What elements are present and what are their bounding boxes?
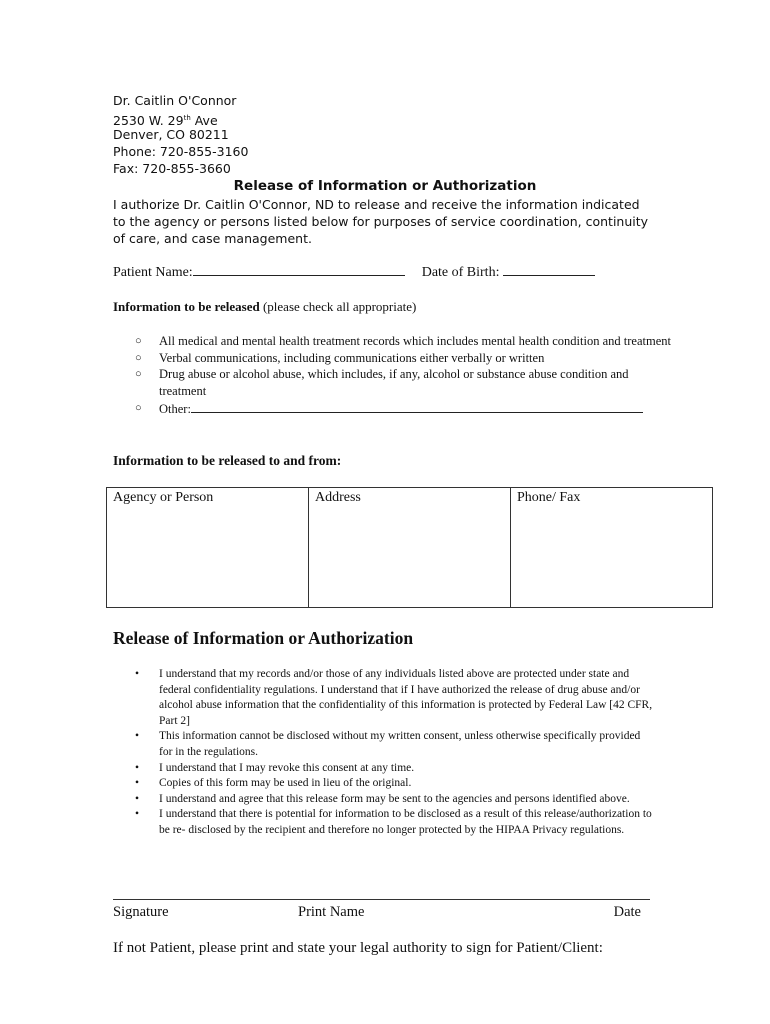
info-release-label: Information to be released <box>113 299 260 314</box>
bullet-icon: • <box>135 730 140 743</box>
release-parties-table <box>106 487 713 608</box>
statement-item: • I understand and agree that this release form may be sent to the agencies and persons identified above. <box>113 792 653 808</box>
date-label: Date <box>613 904 641 920</box>
info-release-note: (please check all appropriate) <box>262 299 417 314</box>
doctor-fax: Fax: 720-855-3660 <box>113 161 231 176</box>
doctor-address: 2530 W. 29th Ave <box>113 113 218 129</box>
statements-list <box>113 667 653 839</box>
column-agency[interactable]: Agency or Person <box>107 488 309 608</box>
statement-item: • Copies of this form may be used in lieu of the original. <box>113 776 653 792</box>
release-option[interactable]: ○ Drug abuse or alcohol abuse, which includes, if any, alcohol or substance abuse condition and treatment <box>135 367 629 398</box>
doctor-city: Denver, CO 80211 <box>113 127 229 142</box>
bullet-icon: • <box>135 808 140 821</box>
statement-item: • I understand that there is potential for information to be disclosed as a result of this release/authorization to be re- disclosed by the recipient and therefore no longer protected by the HIPAA Privacy regulations. <box>135 808 652 836</box>
bullet-icon: • <box>135 668 140 680</box>
signature-labels <box>113 904 641 921</box>
signature-line[interactable] <box>113 899 650 900</box>
print-name-label: Print Name <box>298 904 365 920</box>
legal-authority-text: If not Patient, please print and state your legal authority to sign for Patient/Client: <box>113 940 603 956</box>
patient-name-label: Patient Name: <box>113 265 193 280</box>
release-to-from-heading: Information to be released to and from: <box>113 453 342 468</box>
statement-item: • I understand that my records and/or those of any individuals listed above are protected under state and federal confidentiality regulations. I understand that if I have authorized the release of drug abuse and/or alcohol abuse information that the confidentiality of this information is protected by Federal Law [42 CFR, Part 2] <box>135 668 653 727</box>
release-option[interactable]: ○ All medical and mental health treatment records which includes mental health condition and treatment <box>135 334 671 348</box>
info-release-heading <box>113 299 416 315</box>
column-address[interactable]: Address <box>309 488 511 608</box>
release-option-other[interactable]: ○ Other: <box>113 400 673 418</box>
bullet-icon: • <box>135 761 140 774</box>
section-title: Release of Information or Authorization <box>113 628 414 648</box>
bullet-icon: • <box>135 777 140 790</box>
bullet-icon: • <box>135 792 140 805</box>
checkbox-circle-icon[interactable]: ○ <box>135 335 142 347</box>
statement-item: • I understand that I may revoke this consent at any time. <box>113 761 653 777</box>
form-title: Release of Information or Authorization <box>233 178 537 194</box>
doctor-phone: Phone: 720-855-3160 <box>113 144 249 159</box>
doctor-name: Dr. Caitlin O'Connor <box>113 93 237 108</box>
dob-field[interactable] <box>503 263 595 276</box>
statement-item: • This information cannot be disclosed without my written consent, unless otherwise specifically provided for in the regulations. <box>135 730 641 758</box>
patient-name-field[interactable] <box>193 263 405 276</box>
patient-info-row <box>113 263 595 281</box>
checkbox-circle-icon[interactable]: ○ <box>135 402 142 414</box>
release-option[interactable]: ○ Verbal communications, including communications either verbally or written <box>135 350 545 365</box>
column-phone-fax[interactable]: Phone/ Fax <box>511 488 713 608</box>
checkbox-circle-icon[interactable]: ○ <box>135 368 142 380</box>
authorization-intro: I authorize Dr. Caitlin O'Connor, ND to release and receive the information indicated to the agency or persons listed below for purposes of service coordination, continuity of care, and case management. <box>113 197 649 246</box>
dob-label: Date of Birth: <box>421 265 500 280</box>
other-field[interactable] <box>191 400 643 413</box>
signature-label: Signature <box>113 904 169 920</box>
checkbox-circle-icon[interactable]: ○ <box>135 351 142 364</box>
release-options-list <box>113 333 673 418</box>
